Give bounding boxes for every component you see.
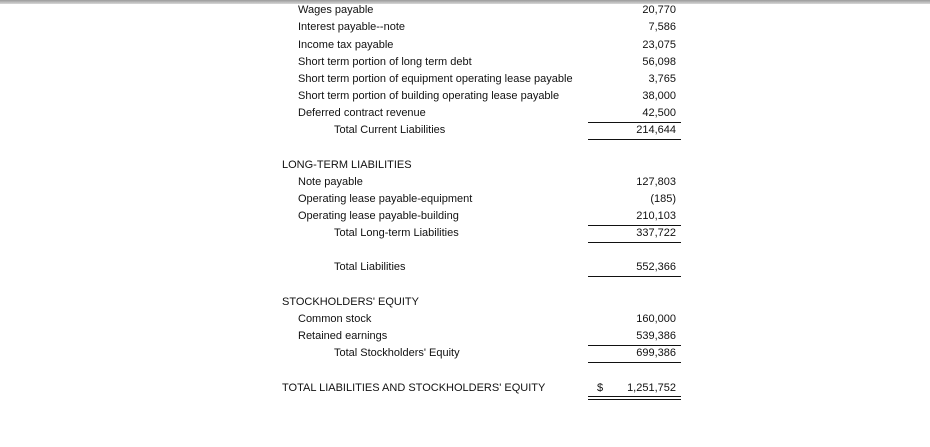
- row-amount: 42,500: [642, 107, 676, 119]
- row-wages-payable: [0, 2, 930, 19]
- total-amount: 214,644: [636, 124, 676, 136]
- row-label: Short term portion of building operating lease payable: [298, 90, 560, 102]
- grand-total-label: TOTAL LIABILITIES AND STOCKHOLDERS' EQUITY: [282, 382, 546, 394]
- row-total-current-liabilities: [0, 122, 930, 139]
- total-amount: 552,366: [636, 261, 676, 273]
- row-building-lease-short: [0, 88, 930, 105]
- total-amount: 699,386: [636, 347, 676, 359]
- currency-symbol: $: [597, 382, 604, 394]
- total-rule: [588, 276, 681, 277]
- row-label: Operating lease payable-building: [298, 210, 459, 222]
- row-deferred-revenue: [0, 105, 930, 122]
- row-label: Wages payable: [298, 4, 374, 16]
- row-income-tax-payable: [0, 37, 930, 54]
- row-grand-total: [0, 380, 930, 397]
- row-amount: 23,075: [642, 39, 676, 51]
- row-short-term-debt: [0, 54, 930, 71]
- row-label: Operating lease payable-equipment: [298, 193, 473, 205]
- row-amount: 127,803: [636, 176, 676, 188]
- row-common-stock: [0, 311, 930, 328]
- row-retained-earnings: [0, 328, 930, 345]
- row-label: Note payable: [298, 176, 363, 188]
- row-amount: 20,770: [642, 4, 676, 16]
- total-rule: [588, 362, 681, 363]
- double-underline: [588, 396, 681, 400]
- row-label: Income tax payable: [298, 39, 394, 51]
- row-amount: 210,103: [636, 210, 676, 222]
- row-label: Retained earnings: [298, 330, 388, 342]
- row-label: Deferred contract revenue: [298, 107, 426, 119]
- row-amount: 3,765: [648, 73, 676, 85]
- total-rule: [588, 139, 681, 140]
- total-label: Total Long-term Liabilities: [334, 227, 459, 239]
- row-lease-equipment: [0, 191, 930, 208]
- section-header-equity: [0, 294, 930, 311]
- row-equipment-lease-short: [0, 71, 930, 88]
- section-title: STOCKHOLDERS' EQUITY: [282, 296, 419, 308]
- row-label: Common stock: [298, 313, 372, 325]
- section-title: LONG-TERM LIABILITIES: [282, 159, 412, 171]
- row-label: Short term portion of long term debt: [298, 56, 472, 68]
- row-total-equity: [0, 345, 930, 362]
- row-total-liabilities: [0, 259, 930, 276]
- section-header-long-term: [0, 157, 930, 174]
- row-amount: (185): [650, 193, 676, 205]
- row-amount: 38,000: [642, 90, 676, 102]
- total-label: Total Current Liabilities: [334, 124, 446, 136]
- row-total-long-term: [0, 225, 930, 242]
- row-amount: 539,386: [636, 330, 676, 342]
- row-interest-payable: [0, 19, 930, 36]
- grand-total-amount: 1,251,752: [627, 382, 676, 394]
- total-label: Total Stockholders' Equity: [334, 347, 460, 359]
- row-note-payable: [0, 174, 930, 191]
- row-amount: 7,586: [648, 21, 676, 33]
- row-amount: 56,098: [642, 56, 676, 68]
- row-amount: 160,000: [636, 313, 676, 325]
- row-label: Short term portion of equipment operating lease payable: [298, 73, 573, 85]
- row-lease-building: [0, 208, 930, 225]
- total-label: Total Liabilities: [334, 261, 406, 273]
- total-rule: [588, 242, 681, 243]
- row-label: Interest payable--note: [298, 21, 406, 33]
- total-amount: 337,722: [636, 227, 676, 239]
